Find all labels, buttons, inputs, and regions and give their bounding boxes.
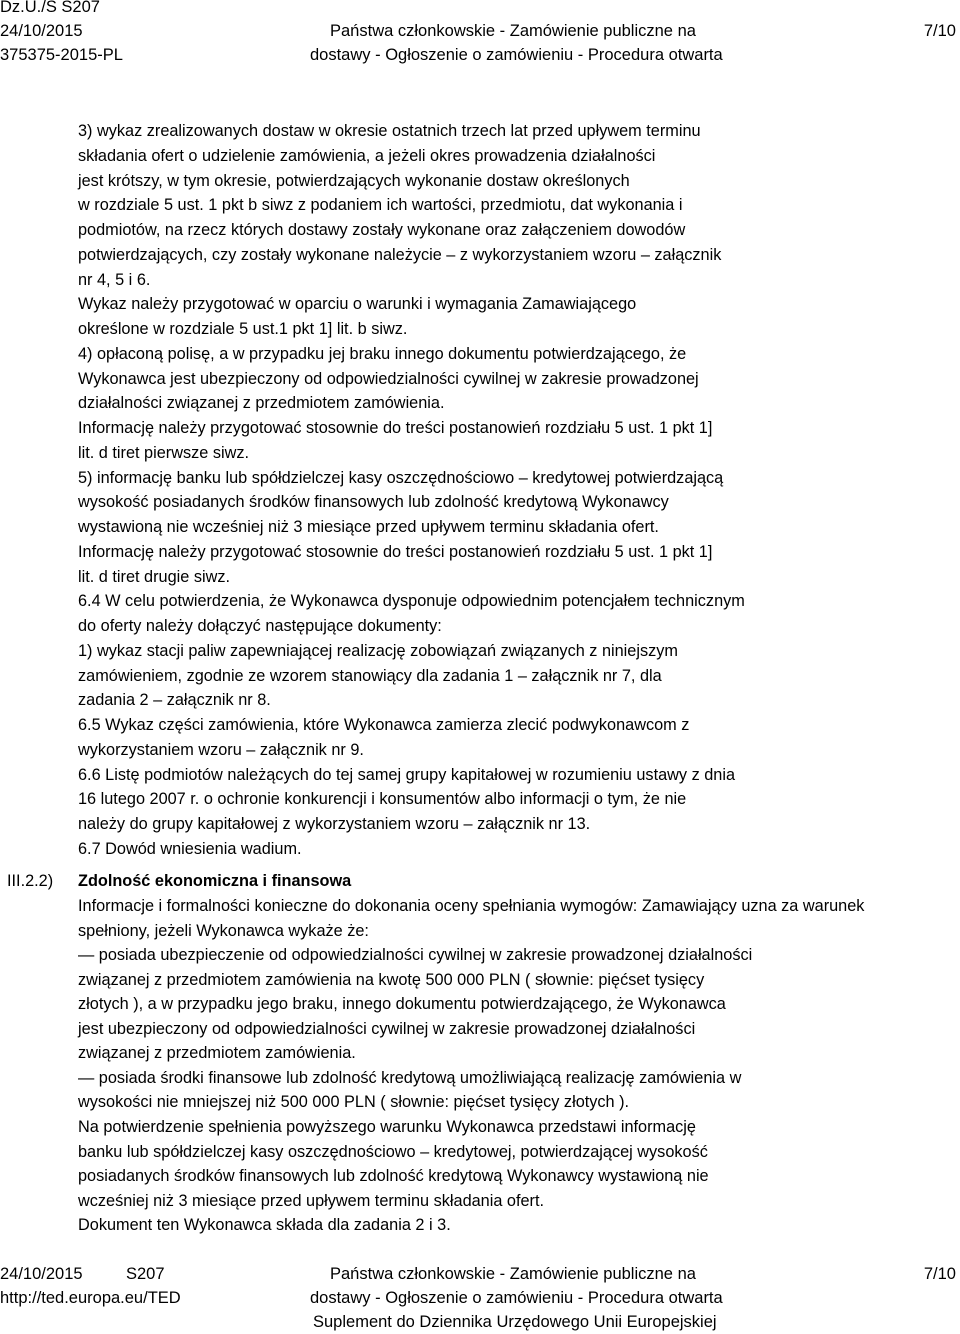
text-line: — posiada ubezpieczenie od odpowiedzialności cywilnej w zakresie prowadzonej działalności — [78, 946, 753, 965]
text-line: określone w rozdziale 5 ust.1 pkt 1] lit. b siwz. — [78, 320, 408, 338]
text-line: do oferty należy dołączyć następujące dokumenty: — [78, 617, 442, 635]
text-line: posiadanych środków finansowych lub zdolność kredytową Wykonawcy wystawioną nie — [78, 1167, 709, 1186]
text-line: wystawioną nie wcześniej niż 3 miesiące przed upływem terminu składania ofert. — [78, 518, 659, 536]
text-line: 6.4 W celu potwierdzenia, że Wykonawca dysponuje odpowiednim potencjałem technicznym — [78, 592, 745, 611]
text-line: należy do grupy kapitałowej z wykorzystaniem wzoru – załącznik nr 13. — [78, 815, 591, 833]
text-line: nr 4, 5 i 6. — [78, 270, 151, 289]
text-line: lit. d tiret pierwsze siwz. — [78, 443, 249, 462]
footer-title-line1: Państwa członkowskie - Zamówienie publiczne na — [330, 1265, 696, 1283]
text-line: zamówieniem, zgodnie ze wzorem stanowiący dla zadania 1 – załącznik nr 7, dla — [78, 666, 662, 685]
text-line: związanej z przedmiotem zamówienia na kwotę 500 000 PLN ( słownie: pięćset tysięcy — [78, 970, 705, 989]
text-line: Wykonawca jest ubezpieczony od odpowiedzialności cywilnej w zakresie prowadzonej — [78, 369, 699, 388]
footer-url: http://ted.europa.eu/TED — [0, 1289, 181, 1307]
text-line: wykorzystaniem wzoru – załącznik nr 9. — [78, 740, 364, 759]
text-line: potwierdzających, czy zostały wykonane należycie – z wykorzystaniem wzoru – załącznik — [78, 245, 722, 264]
text-line: złotych ), a w przypadku jego braku, innego dokumentu potwierdzającego, że Wykonawca — [78, 995, 726, 1014]
text-line: 1) wykaz stacji paliw zapewniającej realizację zobowiązań związanych z niniejszym — [78, 641, 678, 660]
header-page-number: 7/10 — [923, 22, 956, 40]
footer-title-line3: Suplement do Dziennika Urzędowego Unii Europejskiej — [313, 1313, 717, 1331]
footer-date: 24/10/2015 — [0, 1265, 83, 1283]
text-line: 6.6 Listę podmiotów należących do tej samej grupy kapitałowej w rozumieniu ustawy z dnia — [78, 765, 736, 784]
text-line: spełniony, jeżeli Wykonawca wykaże że: — [78, 921, 369, 940]
text-line: 6.7 Dowód wniesienia wadium. — [78, 839, 302, 858]
text-line: wysokość posiadanych środków finansowych lub zdolność kredytową Wykonawcy — [78, 493, 669, 512]
text-line: jest krótszy, w tym okresie, potwierdzających wykonanie dostaw określonych — [78, 171, 630, 190]
footer-page-number: 7/10 — [923, 1265, 956, 1283]
text-line: w rozdziale 5 ust. 1 pkt b siwz z podaniem ich wartości, przedmiotu, dat wykonania i — [78, 196, 683, 215]
header-journal: Dz.U./S S207 — [0, 0, 100, 16]
text-line: 4) opłaconą polisę, a w przypadku jej braku innego dokumentu potwierdzającego, że — [78, 344, 687, 363]
text-line: wysokości nie mniejszej niż 500 000 PLN ( słownie: pięćset tysięcy złotych ). — [78, 1093, 630, 1112]
section-number: III.2.2) — [7, 872, 54, 890]
footer-journal: S207 — [126, 1265, 165, 1283]
text-line: składania ofert o udzielenie zamówienia, a jeżeli okres prowadzenia działalności — [78, 146, 656, 165]
text-line: Informacje i formalności konieczne do dokonania oceny spełniania wymogów: Zamawiający uzna za warunek — [78, 897, 865, 915]
text-line: 16 lutego 2007 r. o ochronie konkurencji i konsumentów albo informacji o tym, że nie — [78, 790, 687, 809]
text-line: jest ubezpieczony od odpowiedzialności cywilnej w zakresie prowadzonej działalności — [78, 1019, 696, 1038]
text-line: — posiada środki finansowe lub zdolność kredytową umożliwiającą realizację zamówienia w — [78, 1068, 742, 1087]
section-heading: Zdolność ekonomiczna i finansowa — [78, 872, 352, 890]
text-line: 6.5 Wykaz części zamówienia, które Wykonawca zamierza zlecić podwykonawcom z — [78, 716, 690, 734]
text-line: 5) informację banku lub spółdzielczej kasy oszczędnościowo – kredytowej potwierdzającą — [78, 468, 724, 487]
footer-title-line2: dostawy - Ogłoszenie o zamówieniu - Procedura otwarta — [310, 1289, 723, 1307]
text-line: podmiotów, na rzecz których dostawy zostały wykonane oraz załączeniem dowodów — [78, 221, 686, 239]
text-line: działalności związanej z przedmiotem zamówienia. — [78, 394, 445, 413]
text-line: Informację należy przygotować stosownie do treści postanowień rozdziału 5 ust. 1 pkt 1] — [78, 542, 713, 561]
text-line: wcześniej niż 3 miesiące przed upływem terminu składania ofert. — [78, 1191, 545, 1210]
text-line: związanej z przedmiotem zamówienia. — [78, 1044, 356, 1063]
text-line: Wykaz należy przygotować w oparciu o warunki i wymagania Zamawiającego — [78, 295, 637, 314]
text-line: lit. d tiret drugie siwz. — [78, 567, 231, 586]
text-line: zadania 2 – załącznik nr 8. — [78, 691, 271, 710]
text-line: banku lub spółdzielczej kasy oszczędnościowo – kredytowej, potwierdzającej wysokość — [78, 1142, 708, 1161]
text-line: Informację należy przygotować stosownie do treści postanowień rozdziału 5 ust. 1 pkt 1] — [78, 419, 713, 437]
text-line: 3) wykaz zrealizowanych dostaw w okresie ostatnich trzech lat przed upływem terminu — [78, 122, 701, 140]
header-title-line2: dostawy - Ogłoszenie o zamówieniu - Procedura otwarta — [310, 46, 723, 64]
header-date: 24/10/2015 — [0, 22, 83, 40]
header-doc-number: 375375-2015-PL — [0, 46, 123, 64]
header-title-line1: Państwa członkowskie - Zamówienie publiczne na — [330, 22, 696, 40]
text-line: Dokument ten Wykonawca składa dla zadania 2 i 3. — [78, 1216, 451, 1235]
text-line: Na potwierdzenie spełnienia powyższego warunku Wykonawca przedstawi informację — [78, 1117, 696, 1136]
